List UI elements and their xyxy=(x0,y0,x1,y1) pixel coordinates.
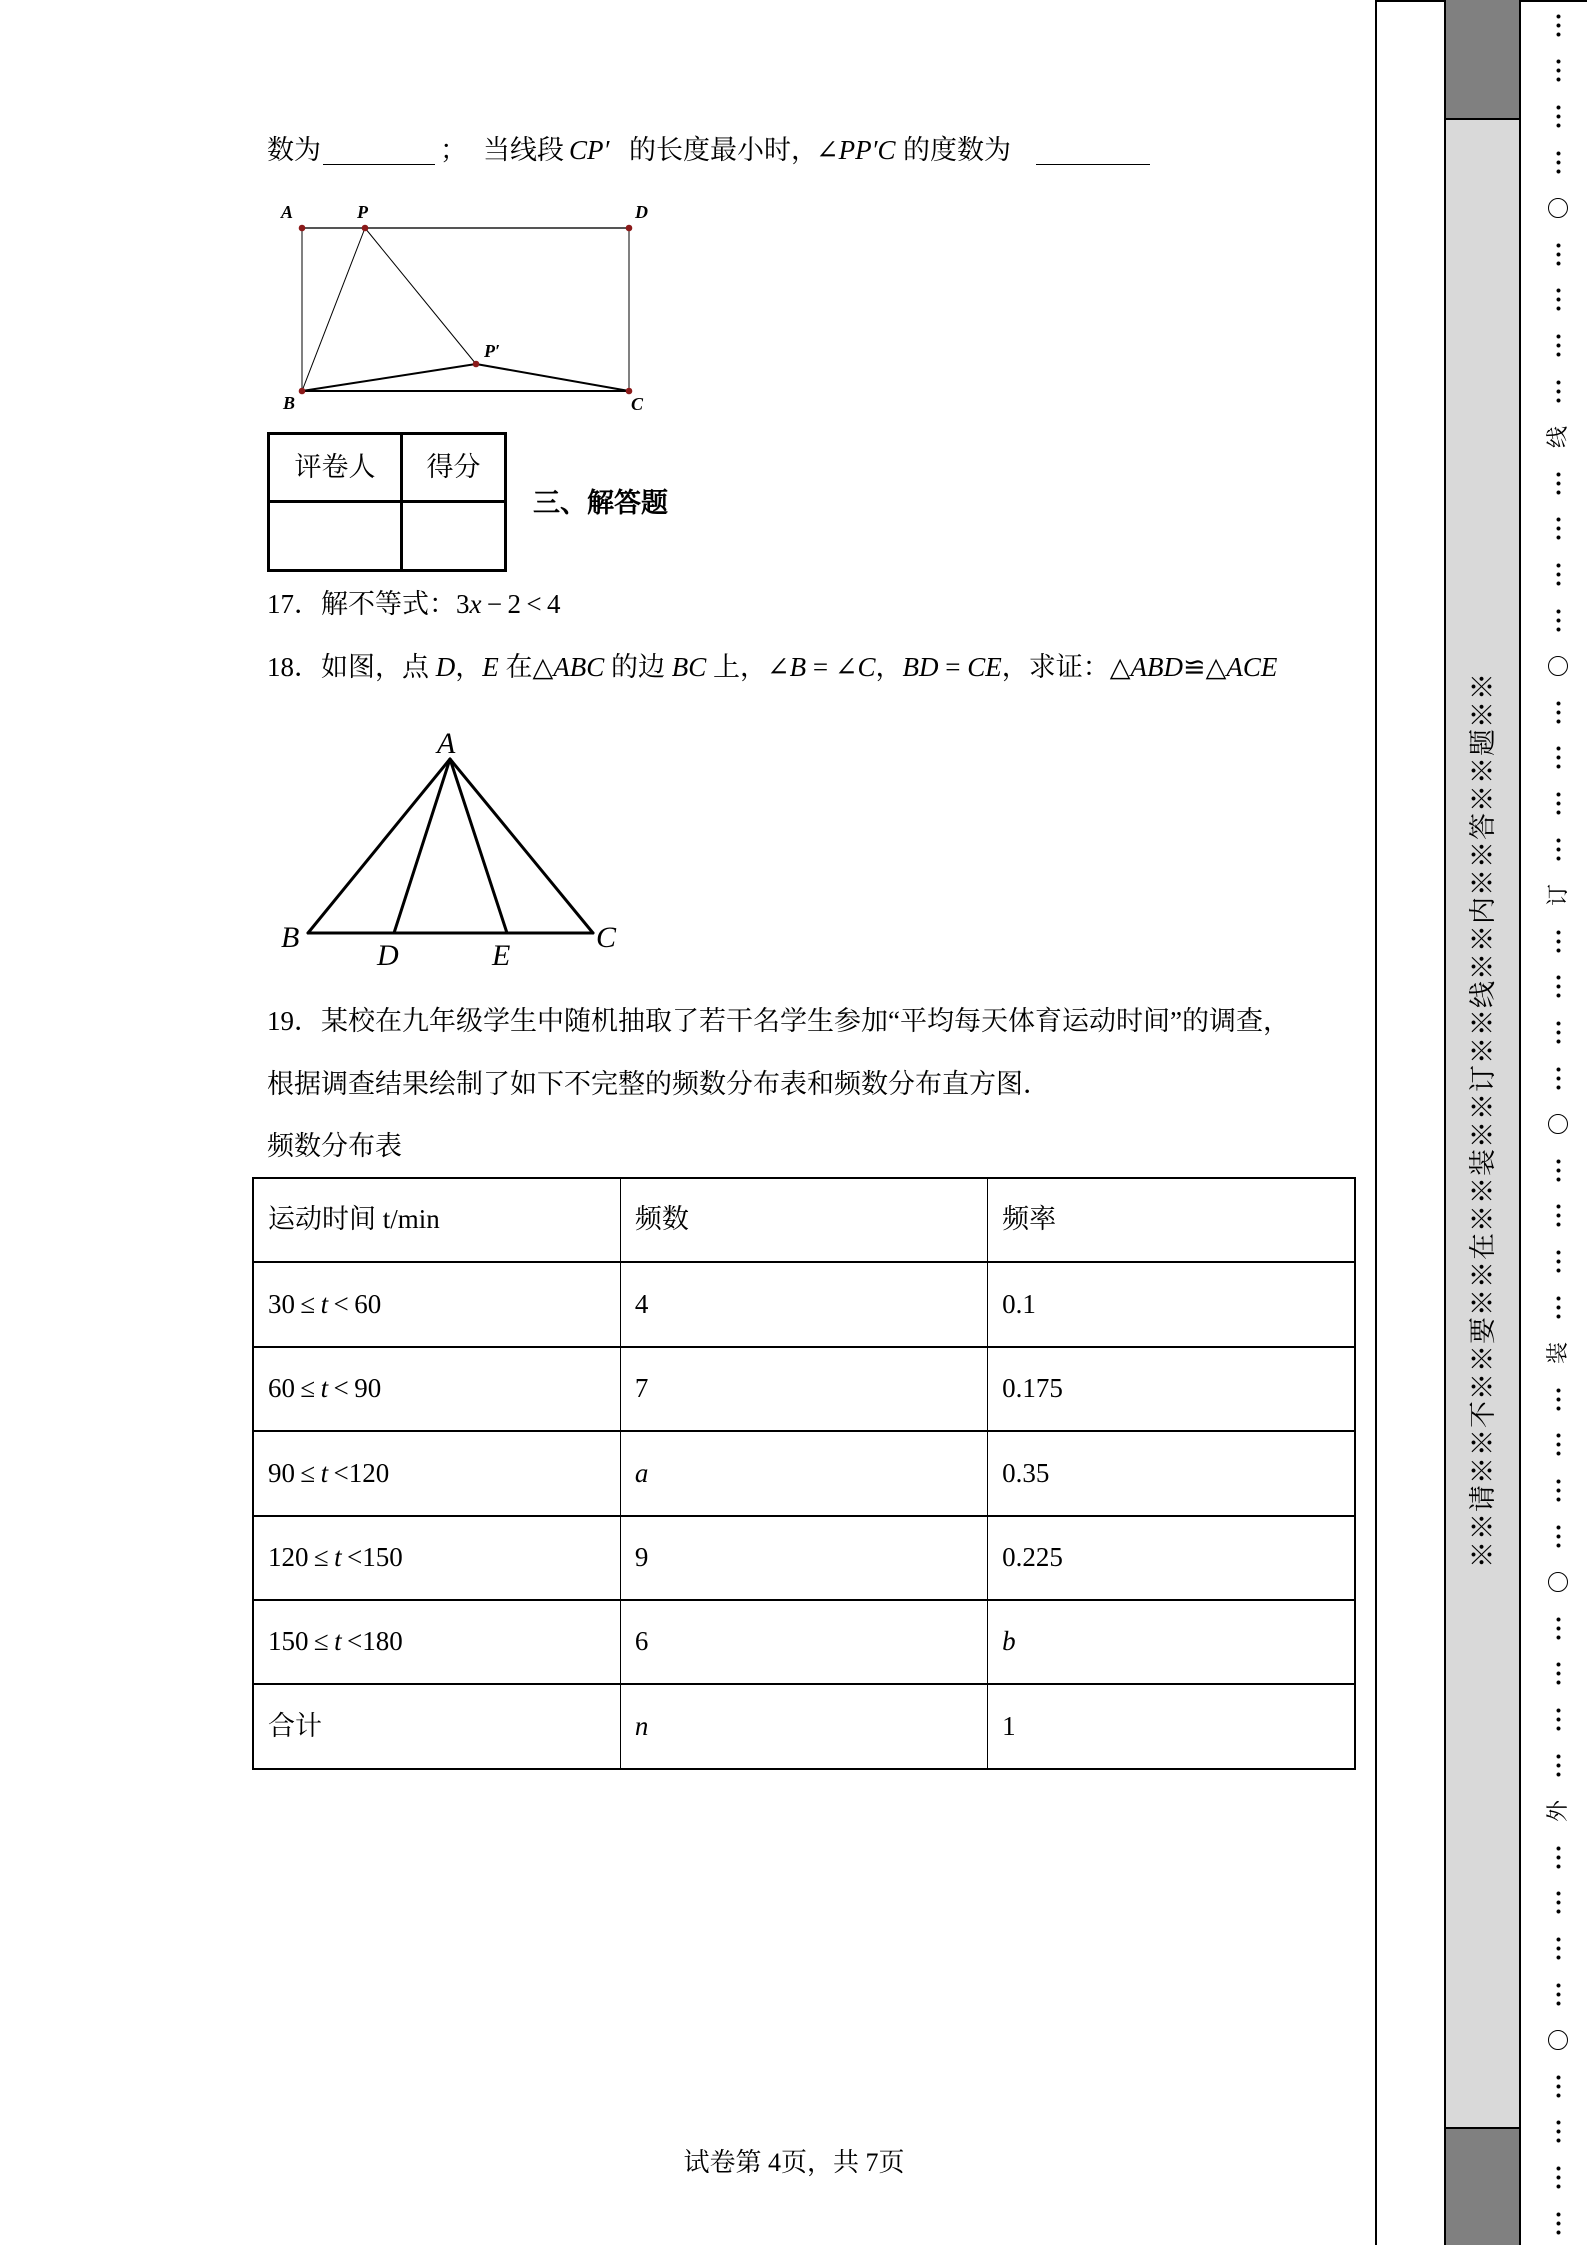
point-A xyxy=(299,225,306,232)
text-run: − 2 < 4 xyxy=(481,589,561,619)
q16-segment-name: CP′ xyxy=(569,135,610,165)
dotted-line-icon xyxy=(1556,561,1561,588)
table-row xyxy=(253,1431,1355,1515)
dotted-line-icon xyxy=(1556,12,1561,39)
label-E: E xyxy=(492,939,511,972)
dotted-line-icon xyxy=(1556,1294,1561,1321)
current-page-number: 4 xyxy=(767,2148,781,2177)
point-D xyxy=(626,225,633,232)
dotted-line-icon xyxy=(1556,149,1561,176)
segment-PB xyxy=(302,228,365,391)
binding-strip-top-block xyxy=(1446,0,1519,120)
dotted-line-icon xyxy=(1556,1523,1561,1550)
text-run: 60 ≤ xyxy=(268,1373,321,1404)
dotted-line-icon xyxy=(1556,2210,1561,2237)
answer-blank-2 xyxy=(1036,134,1150,165)
text-run: 0.1 xyxy=(1002,1288,1036,1319)
table-row-total xyxy=(253,1684,1355,1768)
text-run: = ∠ xyxy=(806,652,858,682)
table-row xyxy=(253,1600,1355,1684)
text-run: 上，∠ xyxy=(706,652,790,682)
text-run: 120 ≤ xyxy=(268,1541,335,1572)
label-D: D xyxy=(377,939,399,972)
q16-angle xyxy=(816,132,896,168)
text-run: 解不等式： xyxy=(321,589,456,619)
dotted-line-icon xyxy=(1556,1157,1561,1184)
math-variable: BD xyxy=(902,652,939,682)
text-run: <120 xyxy=(328,1457,390,1488)
dotted-line-icon xyxy=(1556,973,1561,1000)
header-count: 频数 xyxy=(620,1178,987,1262)
text-run: 0.225 xyxy=(1002,1541,1063,1572)
label-C: C xyxy=(631,394,644,414)
dotted-line-icon xyxy=(1556,1248,1561,1275)
frequency-table xyxy=(252,1177,1356,1770)
label-D: D xyxy=(635,202,648,222)
binding-line-label: 外 xyxy=(1545,1800,1570,1823)
point-P xyxy=(362,225,369,232)
text-run: <150 xyxy=(341,1541,403,1572)
text-run: 9 xyxy=(634,1541,649,1572)
footer-middle: 页，共 xyxy=(780,2148,866,2177)
math-variable: D xyxy=(435,652,456,682)
cell-rate xyxy=(988,1431,1355,1515)
segment-PP-prime xyxy=(365,228,476,364)
math-variable: BC xyxy=(671,652,707,682)
text-run: = xyxy=(938,652,968,682)
binding-line-label: 订 xyxy=(1545,884,1570,907)
dotted-line-icon xyxy=(1556,1752,1561,1779)
cell-range xyxy=(253,1600,620,1684)
binding-hole-circle-icon xyxy=(1548,1572,1568,1592)
label-A: A xyxy=(437,727,456,760)
cell-rate xyxy=(988,1684,1355,1768)
text-run: 7 xyxy=(634,1373,649,1404)
binding-hole-circle-icon xyxy=(1548,198,1568,218)
angle-name: PP′C xyxy=(838,135,896,165)
dotted-line-icon xyxy=(1556,103,1561,130)
point-P-prime xyxy=(473,361,480,368)
cell-rate xyxy=(988,1600,1355,1684)
dotted-line-icon xyxy=(1556,1660,1561,1687)
math-variable: t xyxy=(320,1288,329,1319)
dotted-line-icon xyxy=(1556,1615,1561,1642)
binding-line-label: 装 xyxy=(1545,1342,1570,1365)
text-run: 0.35 xyxy=(1002,1457,1050,1488)
text-run: ，求证：△ xyxy=(1001,652,1131,682)
dotted-line-icon xyxy=(1556,928,1561,955)
math-variable: t xyxy=(334,1626,342,1657)
q16-condition-text: 当线段 xyxy=(483,135,564,165)
label-B: B xyxy=(283,393,296,413)
label-P: P xyxy=(357,202,368,222)
q16-condition-text-2: 的长度最小时， xyxy=(629,135,818,165)
cell-rate xyxy=(988,1262,1355,1346)
dotted-line-icon xyxy=(1556,1202,1561,1229)
dotted-line-icon xyxy=(1556,2073,1561,2100)
math-variable: t xyxy=(320,1373,329,1404)
binding-hole-circle-icon xyxy=(1548,656,1568,676)
math-variable: CE xyxy=(967,652,1002,682)
dotted-line-icon xyxy=(1556,2164,1561,2191)
text-run: ≌△ xyxy=(1183,652,1227,682)
question-text xyxy=(321,589,561,619)
text-run: 的边 xyxy=(604,652,672,682)
table-row xyxy=(253,1262,1355,1346)
math-variable: n xyxy=(634,1710,649,1741)
segment-AE xyxy=(450,759,507,933)
dotted-line-icon xyxy=(1556,1019,1561,1046)
segment-AD xyxy=(394,759,450,933)
angle-symbol: ∠ xyxy=(816,135,839,165)
text-run: 6 xyxy=(634,1626,649,1657)
dotted-line-icon xyxy=(1556,790,1561,817)
text-run: 在△ xyxy=(498,652,554,682)
math-variable: ABC xyxy=(553,652,605,682)
cell-count xyxy=(620,1684,987,1768)
score-box xyxy=(267,432,507,572)
dotted-line-icon xyxy=(1556,378,1561,405)
question-text: 某校在九年级学生中随机抽取了若干名学生参加“平均每天体育运动时间”的调查， xyxy=(321,1006,1290,1036)
text-run: 30 ≤ xyxy=(268,1288,321,1319)
dotted-line-icon xyxy=(1556,286,1561,313)
dotted-line-icon xyxy=(1556,1844,1561,1871)
binding-hole-circle-icon xyxy=(1548,1114,1568,1134)
point-B xyxy=(299,388,306,395)
cell-range xyxy=(253,1684,620,1768)
binding-margin-border xyxy=(1375,0,1377,2245)
binding-hole-circle-icon xyxy=(1548,2030,1568,2050)
table-row xyxy=(253,1516,1355,1600)
math-variable: B xyxy=(789,652,807,682)
cell-rate xyxy=(988,1516,1355,1600)
table-caption: 频数分布表 xyxy=(267,1131,402,1161)
text-run: 0.175 xyxy=(1002,1373,1063,1404)
text-run: 如图，点 xyxy=(321,652,436,682)
dotted-line-icon xyxy=(1556,1431,1561,1458)
triangle-figure xyxy=(270,720,650,980)
dotted-line-icon xyxy=(1556,1065,1561,1092)
segment-AC xyxy=(450,759,593,933)
text-run: ， xyxy=(455,652,483,682)
cell-range xyxy=(253,1262,620,1346)
dotted-line-icon xyxy=(1556,699,1561,726)
question-number: 19． xyxy=(267,1006,321,1036)
dotted-line-icon xyxy=(1556,1981,1561,2008)
text-run: 1 xyxy=(1002,1710,1016,1741)
math-variable: E xyxy=(482,652,499,682)
reviewer-header: 评卷人 xyxy=(270,435,403,503)
cell-count xyxy=(620,1600,987,1684)
question-text xyxy=(321,652,1277,682)
dotted-line-icon xyxy=(1556,607,1561,634)
text-run: ， xyxy=(875,652,903,682)
cell-count xyxy=(620,1431,987,1515)
total-page-number: 7 xyxy=(865,2148,879,2177)
dotted-line-icon xyxy=(1556,470,1561,497)
dotted-line-icon xyxy=(1556,332,1561,359)
dotted-line-icon xyxy=(1556,2118,1561,2145)
text-run: 3 xyxy=(456,589,470,619)
cell-count xyxy=(620,1262,987,1346)
segment-AB xyxy=(308,759,450,933)
math-variable: b xyxy=(1002,1626,1016,1657)
math-variable: a xyxy=(634,1457,649,1488)
dotted-line-icon xyxy=(1556,1706,1561,1733)
question-18 xyxy=(267,649,1277,685)
question-19-line-2: 根据调查结果绘制了如下不完整的频数分布表和频数分布直方图． xyxy=(267,1069,1050,1099)
header-time: 运动时间 t/min xyxy=(253,1178,620,1262)
cell-count xyxy=(620,1347,987,1431)
question-number: 18． xyxy=(267,652,321,682)
dotted-line-icon xyxy=(1556,241,1561,268)
q16-separator: ； xyxy=(440,135,467,165)
q16-text-before-blank2: 的度数为 xyxy=(903,135,1011,165)
answer-blank-1 xyxy=(323,134,435,165)
text-run: <180 xyxy=(341,1626,403,1657)
text-run: 合计 xyxy=(268,1710,322,1741)
dotted-line-icon xyxy=(1556,1935,1561,1962)
label-P-prime: P′ xyxy=(484,341,501,361)
dotted-line-icon xyxy=(1556,515,1561,542)
score-value-cell xyxy=(403,503,504,569)
table-header-row xyxy=(253,1178,1355,1262)
text-run: < 60 xyxy=(328,1288,382,1319)
header-rate: 频率 xyxy=(988,1178,1355,1262)
dotted-line-icon xyxy=(1556,744,1561,771)
math-variable: ACE xyxy=(1226,652,1278,682)
dotted-line-icon xyxy=(1556,1386,1561,1413)
segment-P-prime-C xyxy=(476,364,629,391)
text-run: 4 xyxy=(634,1288,649,1319)
math-variable: t xyxy=(320,1457,329,1488)
dotted-line-icon xyxy=(1556,836,1561,863)
segment-BP-prime xyxy=(302,364,476,391)
text-run: 90 ≤ xyxy=(268,1457,321,1488)
math-variable: x xyxy=(469,589,482,619)
cell-count xyxy=(620,1516,987,1600)
footer-suffix: 页 xyxy=(878,2148,905,2177)
binding-strip-warning-text: ※※请※※不※※要※※在※※装※※订※※线※※内※※答※※题※※ xyxy=(1468,672,1498,1568)
page-footer xyxy=(594,2145,994,2181)
table-row xyxy=(253,1347,1355,1431)
cell-range xyxy=(253,1347,620,1431)
cell-range xyxy=(253,1431,620,1515)
text-run: 150 ≤ xyxy=(268,1626,335,1657)
binding-line-column xyxy=(1538,0,1578,2245)
label-A: A xyxy=(281,202,294,222)
binding-line-label: 线 xyxy=(1545,426,1570,449)
dotted-line-icon xyxy=(1556,1889,1561,1916)
score-header: 得分 xyxy=(403,435,504,503)
rectangle-figure xyxy=(270,195,660,420)
label-C: C xyxy=(596,921,617,954)
cell-range xyxy=(253,1516,620,1600)
text-run: < 90 xyxy=(328,1373,382,1404)
cell-rate xyxy=(988,1347,1355,1431)
question-19-line-1 xyxy=(267,1003,1290,1039)
figure-points xyxy=(299,225,633,395)
section-title: 三、解答题 xyxy=(533,488,668,518)
question-number: 17． xyxy=(267,589,321,619)
footer-prefix: 试卷第 xyxy=(683,2148,768,2177)
dotted-line-icon xyxy=(1556,57,1561,84)
label-B: B xyxy=(281,921,300,954)
binding-strip-bottom-block xyxy=(1446,2127,1519,2245)
reviewer-value-cell xyxy=(270,503,403,569)
math-variable: ABD xyxy=(1130,652,1184,682)
math-variable: t xyxy=(334,1541,342,1572)
dotted-line-icon xyxy=(1556,1477,1561,1504)
question-17 xyxy=(267,586,561,622)
math-variable: C xyxy=(857,652,876,682)
q16-text-before-blank1: 数为 xyxy=(267,135,321,165)
